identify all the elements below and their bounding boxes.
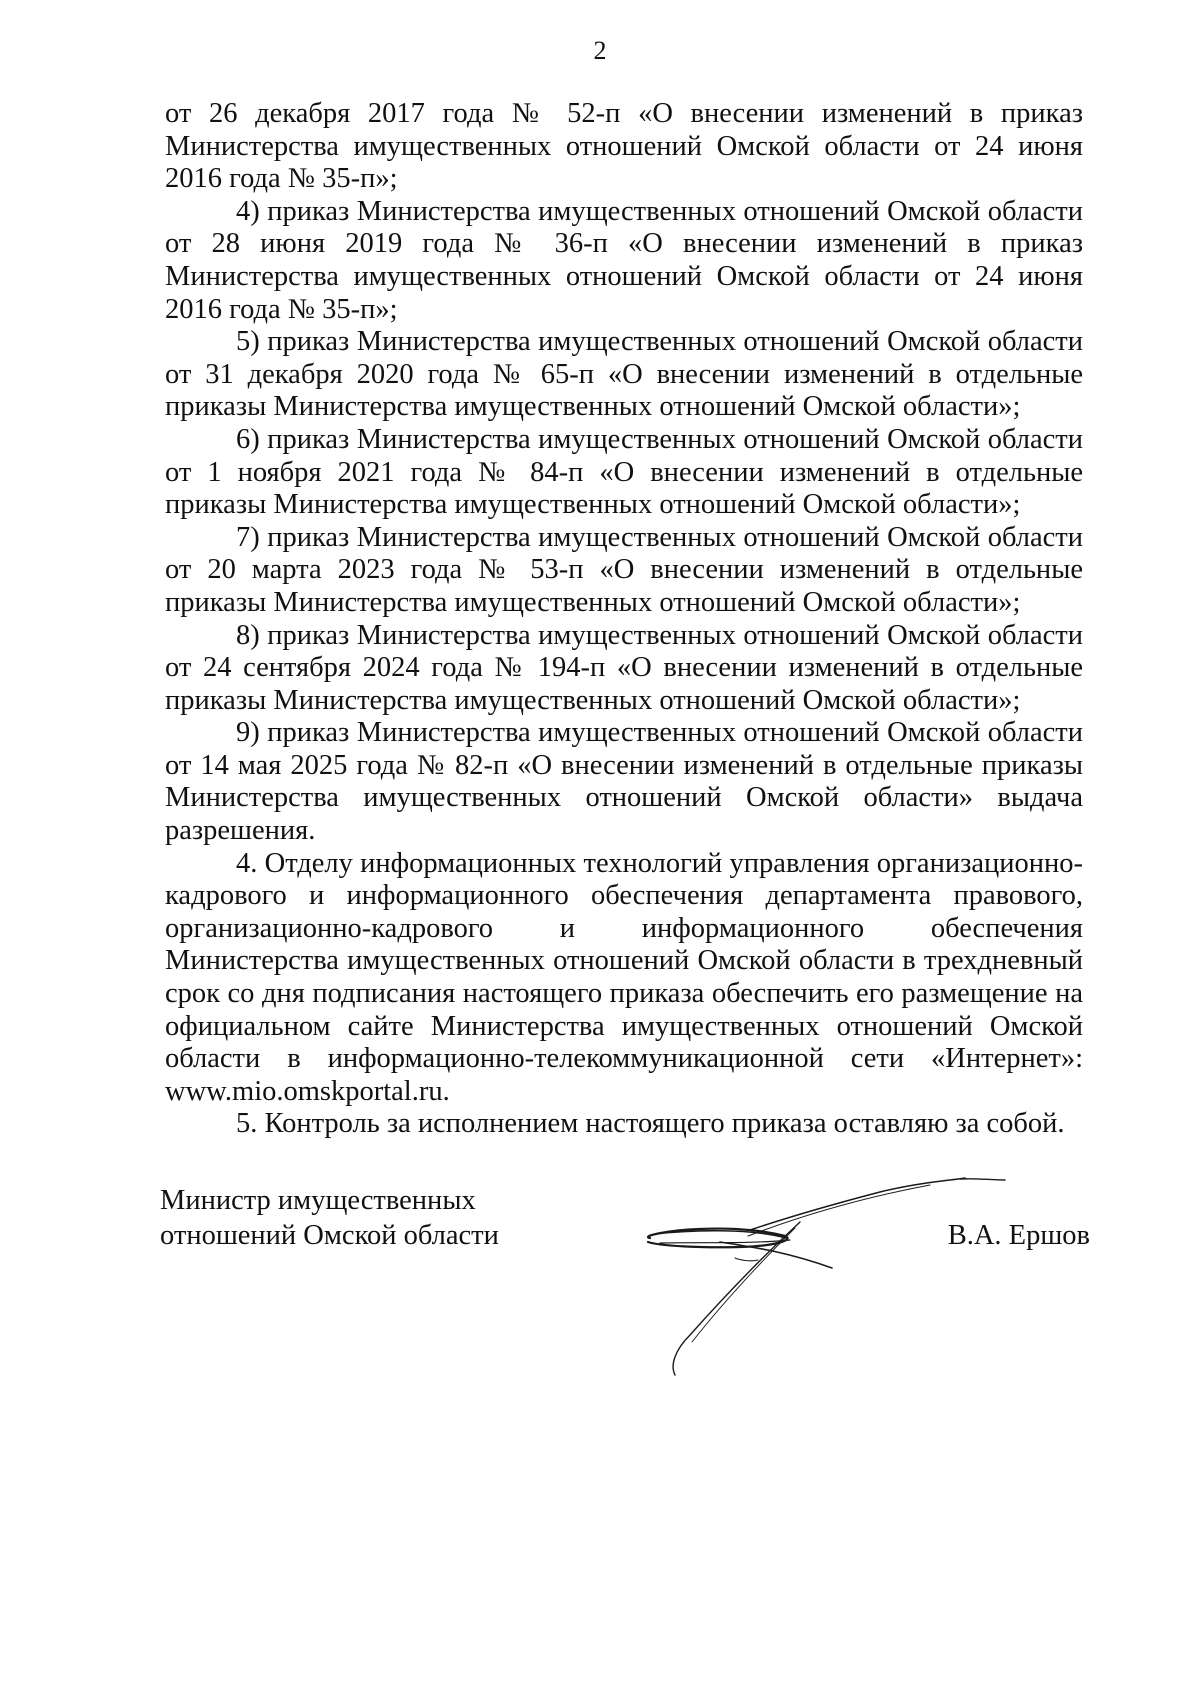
paragraph-continuation: от 26 декабря 2017 года № 52-п «О внесении изменений в приказ Министерства имущественных отношений Омской области от 24 июня 2016 года № 35-п»; [165,98,1083,195]
handwritten-signature [600,1150,1030,1380]
paragraph-item-4: 4) приказ Министерства имущественных отношений Омской области от 28 июня 2019 года № 36-п «О внесении изменений в приказ Министерства имущественных отношений Омской области от 24 июня 2016 года № 35-п»; [165,195,1083,325]
paragraph-item-9: 9) приказ Министерства имущественных отношений Омской области от 14 мая 2025 года № 82-п «О внесении изменений в отдельные приказы Министерства имущественных отношений Омской области» выдача разрешения. [165,717,1083,847]
paragraph-item-6: 6) приказ Министерства имущественных отношений Омской области от 1 ноября 2021 года № 84-п «О внесении изменений в отдельные приказы Министерства имущественных отношений Омской области»; [165,423,1083,521]
document-body [165,98,1083,1141]
paragraph-item-5: 5) приказ Министерства имущественных отношений Омской области от 31 декабря 2020 года № 65-п «О внесении изменений в отдельные приказы Министерства имущественных отношений Омской области»; [165,326,1083,423]
page-number: 2 [593,36,607,65]
signer-position-line-2: отношений Омской области [160,1220,499,1251]
paragraph-clause-4: 4. Отделу информационных технологий управления организационно-кадрового и информационного обеспечения департамента правового, организационно-кадрового и информационного обеспечения Министерства имущественных отношений Омской области в трехдневный срок со дня подписания настоящего приказа обеспечить его размещение на официальном сайте Министерства имущественных отношений Омской области в информационно-телекоммуникационной сети «Интернет»: www.mio.omskportal.ru. [165,847,1083,1107]
paragraph-clause-5: 5. Контроль за исполнением настоящего приказа оставляю за собой. [236,1108,1065,1140]
paragraph-item-8: 8) приказ Министерства имущественных отношений Омской области от 24 сентября 2024 года № 194-п «О внесении изменений в отдельные приказы Министерства имущественных отношений Омской области»; [165,619,1083,716]
paragraph-item-7: 7) приказ Министерства имущественных отношений Омской области от 20 марта 2023 года № 53-п «О внесении изменений в отдельные приказы Министерства имущественных отношений Омской области»; [165,521,1083,618]
signer-position [160,1183,499,1253]
signer-position-line-1: Министр имущественных [160,1185,476,1216]
signer-name: В.А. Ершов [947,1220,1090,1251]
